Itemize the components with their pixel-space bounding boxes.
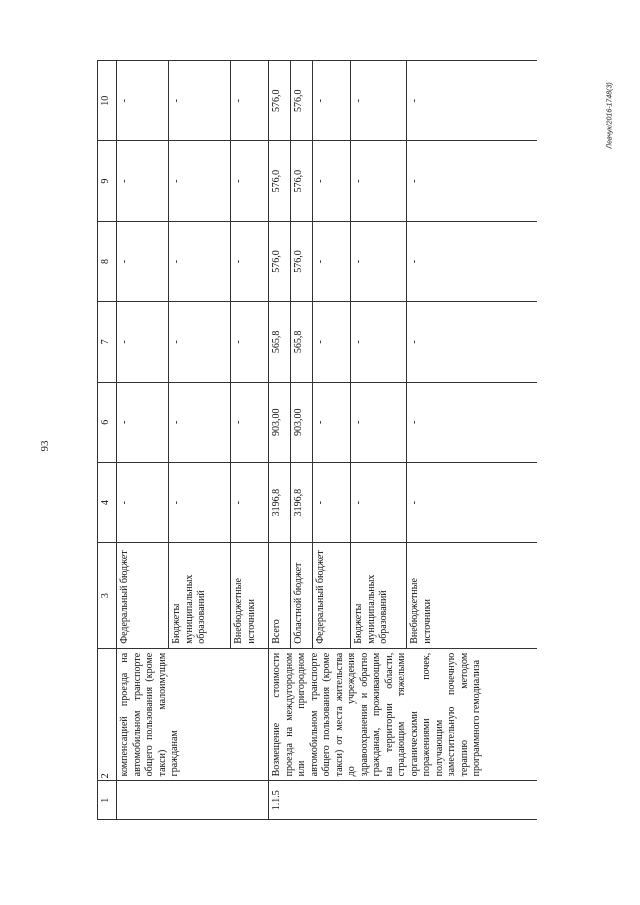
col-header: 10: [98, 61, 117, 141]
value-cell: -: [231, 141, 269, 221]
row-description: Возмещение стоимости проезда на междугородном или пригородном автомобильном транспорте общего пользования (кроме такси) от места жительства до учреждения здравоохранения и обратно гражданам, проживающим на территории области, страдающим тяжелыми органическими поражениями почек, получающим заместительную почечную терапию методом программного гемодиализа: [269, 648, 538, 781]
document-code: Левчук/2016-1748(3): [606, 82, 614, 149]
col-header: 3: [98, 543, 117, 648]
value-cell: 565,8: [269, 302, 291, 382]
row-description: компенсацией проезда на автомобильном транспорте общего пользования (кроме такси) малоимущим гражданам: [117, 648, 269, 781]
source-cell: Бюджеты муниципальных образований: [351, 543, 407, 648]
source-cell: Федеральный бюджет: [313, 543, 351, 648]
row-id: [117, 781, 269, 820]
col-header: 2: [98, 648, 117, 781]
header-row: [98, 61, 117, 820]
source-cell: Федеральный бюджет: [117, 543, 169, 648]
rotated-table-container: [97, 60, 537, 820]
source-cell: Всего: [269, 543, 291, 648]
value-cell: -: [117, 141, 169, 221]
table-row: [117, 61, 169, 820]
value-cell: -: [169, 382, 231, 462]
page-number: 93: [39, 440, 51, 452]
value-cell: -: [351, 221, 407, 301]
value-cell: -: [169, 302, 231, 382]
value-cell: 3196,8: [291, 462, 313, 542]
value-cell: -: [313, 221, 351, 301]
col-header: 9: [98, 141, 117, 221]
value-cell: -: [231, 61, 269, 141]
row-id: 1.1.5: [269, 781, 538, 820]
value-cell: -: [169, 61, 231, 141]
table-sheet: [97, 60, 537, 820]
source-cell: Внебюджетные источники: [407, 543, 538, 648]
value-cell: -: [169, 141, 231, 221]
value-cell: -: [231, 462, 269, 542]
value-cell: -: [313, 462, 351, 542]
value-cell: -: [407, 141, 538, 221]
budget-table: [97, 60, 537, 820]
value-cell: -: [313, 382, 351, 462]
value-cell: 565,8: [291, 302, 313, 382]
value-cell: -: [231, 382, 269, 462]
value-cell: -: [407, 61, 538, 141]
table-row: [269, 61, 291, 820]
value-cell: -: [407, 462, 538, 542]
value-cell: 903,00: [269, 382, 291, 462]
value-cell: 576,0: [291, 61, 313, 141]
source-cell: Внебюджетные источники: [231, 543, 269, 648]
col-header: 6: [98, 382, 117, 462]
source-cell: Областной бюджет: [291, 543, 313, 648]
value-cell: 903,00: [291, 382, 313, 462]
value-cell: -: [231, 302, 269, 382]
value-cell: -: [351, 141, 407, 221]
value-cell: -: [407, 382, 538, 462]
value-cell: -: [407, 302, 538, 382]
value-cell: -: [231, 221, 269, 301]
value-cell: -: [351, 382, 407, 462]
value-cell: 576,0: [291, 141, 313, 221]
value-cell: -: [351, 462, 407, 542]
value-cell: -: [313, 61, 351, 141]
value-cell: -: [117, 462, 169, 542]
value-cell: -: [351, 302, 407, 382]
value-cell: -: [313, 302, 351, 382]
value-cell: -: [117, 61, 169, 141]
value-cell: -: [169, 462, 231, 542]
col-header: 7: [98, 302, 117, 382]
value-cell: 576,0: [269, 221, 291, 301]
value-cell: -: [117, 382, 169, 462]
col-header: 4: [98, 462, 117, 542]
value-cell: -: [313, 141, 351, 221]
value-cell: -: [351, 61, 407, 141]
value-cell: 3196,8: [269, 462, 291, 542]
value-cell: -: [407, 221, 538, 301]
value-cell: -: [117, 221, 169, 301]
value-cell: 576,0: [269, 61, 291, 141]
col-header: 8: [98, 221, 117, 301]
value-cell: -: [169, 221, 231, 301]
col-header: 1: [98, 781, 117, 820]
source-cell: Бюджеты муниципальных образований: [169, 543, 231, 648]
value-cell: 576,0: [291, 221, 313, 301]
value-cell: -: [117, 302, 169, 382]
value-cell: 576,0: [269, 141, 291, 221]
